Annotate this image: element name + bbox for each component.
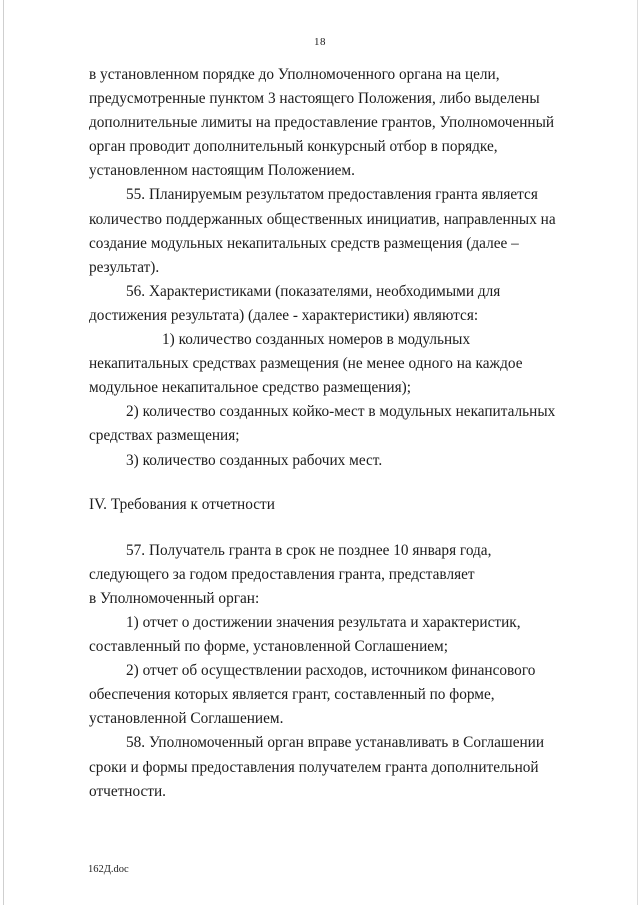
list-item-2-line: средствах размещения; — [89, 427, 240, 445]
paragraph-57-line: следующего за годом предоставления гранта, представляет — [89, 565, 475, 583]
paragraph-58-line: сроки и формы предоставления получателем гранта дополнительной — [89, 758, 539, 776]
report-item-2-line: установленной Соглашением. — [89, 710, 284, 728]
paragraph-58-line: 58. Уполномоченный орган вправе устанавливать в Соглашении — [126, 734, 545, 752]
paragraph-55-line: количество поддержанных общественных инициатив, направленных на — [89, 210, 556, 228]
list-item-1-line: 1) количество созданных номеров в модульных — [162, 331, 471, 349]
paragraph-line: установленном настоящим Положением. — [89, 162, 355, 180]
paragraph-56-line: 56. Характеристиками (показателями, необходимыми для — [126, 282, 501, 300]
page-edge-right — [637, 0, 638, 905]
paragraph-57-line: в Уполномоченный орган: — [89, 589, 260, 607]
report-item-2-line: 2) отчет об осуществлении расходов, источником финансового — [126, 662, 536, 680]
report-item-1-line: составленный по форме, установленной Соглашением; — [89, 638, 448, 656]
page-edge-left — [3, 0, 4, 905]
list-item-1-line: модульное некапитальное средство размещения); — [89, 379, 411, 397]
list-item-1-line: некапитальных средствах размещения (не менее одного на каждое — [89, 355, 523, 373]
paragraph-56-line: достижения результата) (далее - характеристики) являются: — [89, 306, 479, 324]
paragraph-57-line: 57. Получатель гранта в срок не позднее 10 января года, — [126, 541, 492, 559]
report-item-1-line: 1) отчет о достижении значения результата и характеристик, — [126, 613, 521, 631]
paragraph-55-line: создание модульных некапитальных средств размещения (далее – — [89, 234, 519, 252]
file-name-footer: 162Д.doc — [88, 864, 129, 875]
paragraph-line: орган проводит дополнительный конкурсный отбор в порядке, — [89, 138, 498, 156]
section-heading: IV. Требования к отчетности — [89, 495, 275, 513]
page-number: 18 — [314, 36, 326, 48]
list-item-2-line: 2) количество созданных койко-мест в модульных некапитальных — [126, 403, 556, 421]
paragraph-line: дополнительные лимиты на предоставление грантов, Уполномоченный — [89, 114, 555, 132]
paragraph-line: предусмотренные пунктом 3 настоящего Положения, либо выделены — [89, 90, 540, 108]
report-item-2-line: обеспечения которых является грант, составленный по форме, — [89, 686, 495, 704]
paragraph-55-line: результат). — [89, 258, 160, 276]
paragraph-55-line: 55. Планируемым результатом предоставления гранта является — [126, 186, 538, 204]
list-item-3: 3) количество созданных рабочих мест. — [126, 451, 383, 469]
paragraph-58-line: отчетности. — [89, 782, 166, 800]
paragraph-line: в установленном порядке до Уполномоченного органа на цели, — [89, 66, 500, 83]
document-body — [89, 63, 599, 804]
